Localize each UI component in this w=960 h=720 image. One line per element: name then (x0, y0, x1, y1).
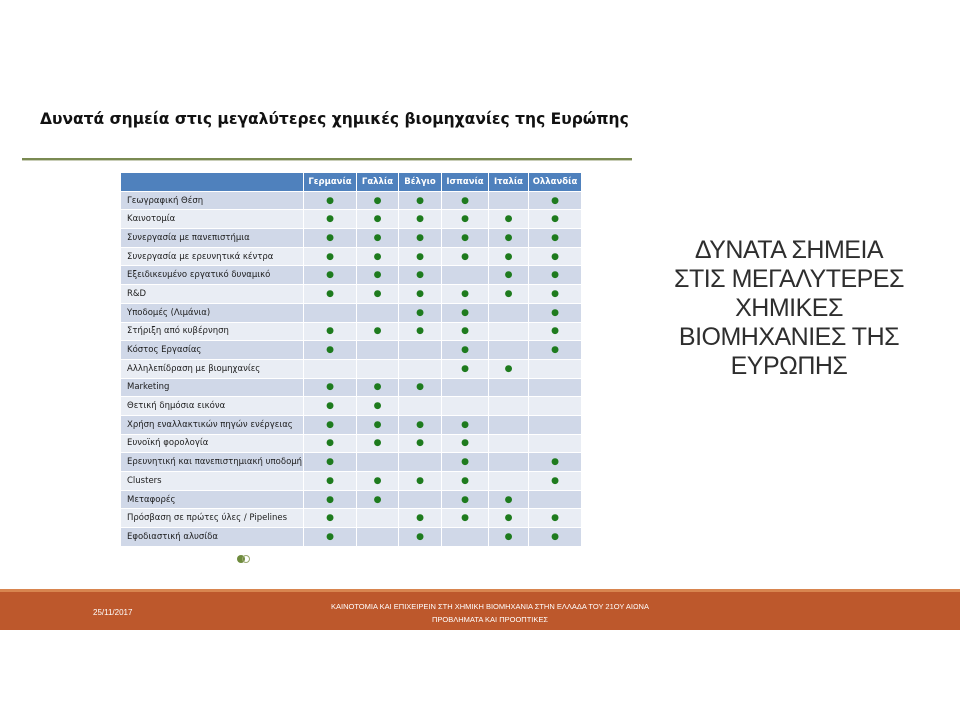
empty-cell (489, 434, 529, 453)
empty-cell (304, 303, 357, 322)
strength-dot-icon: ● (304, 472, 357, 491)
row-label: Συνεργασία με πανεπιστήμια (121, 229, 304, 248)
strength-dot-icon: ● (529, 509, 582, 528)
strength-dot-icon: ● (357, 191, 399, 210)
column-header: Βέλγιο (399, 173, 442, 192)
empty-cell (357, 453, 399, 472)
table-row (121, 359, 582, 378)
empty-cell (357, 359, 399, 378)
strength-dot-icon: ● (304, 397, 357, 416)
strength-dot-icon: ● (529, 191, 582, 210)
strength-dot-icon: ● (399, 285, 442, 304)
strength-dot-icon: ● (357, 397, 399, 416)
table-row (121, 378, 582, 397)
strength-dot-icon: ● (399, 191, 442, 210)
empty-cell (442, 378, 489, 397)
empty-cell (442, 397, 489, 416)
row-label: Κόστος Εργασίας (121, 341, 304, 360)
empty-cell (399, 341, 442, 360)
row-label: Ερευνητική και πανεπιστημιακή υποδομή (121, 453, 304, 472)
strength-dot-icon: ● (442, 509, 489, 528)
empty-cell (529, 490, 582, 509)
slide-title-line: ΣΤΙΣ ΜΕΓΑΛΥΤΕΡΕΣ (674, 265, 904, 293)
empty-cell (489, 378, 529, 397)
strength-dot-icon: ● (357, 266, 399, 285)
empty-cell (304, 359, 357, 378)
slide-title-line: ΒΙΟΜΗΧΑΝΙΕΣ ΤΗΣ (678, 323, 900, 351)
empty-cell (489, 397, 529, 416)
strength-dot-icon: ● (304, 266, 357, 285)
strength-dot-icon: ● (529, 453, 582, 472)
table-row (121, 266, 582, 285)
strength-dot-icon: ● (442, 191, 489, 210)
strength-dot-icon: ● (357, 210, 399, 229)
column-header: Ολλανδία (529, 173, 582, 192)
strengths-table (120, 172, 582, 547)
strength-dot-icon: ● (442, 285, 489, 304)
empty-cell (489, 303, 529, 322)
strength-dot-icon: ● (357, 285, 399, 304)
table-row (121, 191, 582, 210)
strength-dot-icon: ● (529, 210, 582, 229)
strength-dot-icon: ● (529, 472, 582, 491)
table-row (121, 434, 582, 453)
strength-dot-icon: ● (304, 210, 357, 229)
strength-dot-icon: ● (489, 285, 529, 304)
row-label: Εξειδικευμένο εργατικό δυναμικό (121, 266, 304, 285)
row-label: Γεωγραφική Θέση (121, 191, 304, 210)
strength-dot-icon: ● (442, 490, 489, 509)
row-label: Θετική δημόσια εικόνα (121, 397, 304, 416)
strength-dot-icon: ● (442, 229, 489, 248)
table-header-row (121, 173, 582, 192)
table-row (121, 247, 582, 266)
strength-dot-icon: ● (442, 359, 489, 378)
empty-cell (357, 509, 399, 528)
strength-dot-icon: ● (304, 434, 357, 453)
strength-dot-icon: ● (304, 509, 357, 528)
strength-dot-icon: ● (304, 229, 357, 248)
row-label: Clusters (121, 472, 304, 491)
strength-dot-icon: ● (357, 378, 399, 397)
strength-dot-icon: ● (489, 247, 529, 266)
table-row (121, 509, 582, 528)
slide-title (660, 236, 918, 381)
empty-cell (489, 453, 529, 472)
strength-dot-icon: ● (399, 303, 442, 322)
empty-cell (529, 434, 582, 453)
table-row (121, 453, 582, 472)
strength-dot-icon: ● (304, 415, 357, 434)
strength-dot-icon: ● (529, 341, 582, 360)
strength-dot-icon: ● (442, 247, 489, 266)
empty-cell (489, 341, 529, 360)
empty-cell (357, 528, 399, 547)
strength-dot-icon: ● (357, 434, 399, 453)
column-header: Ισπανία (442, 173, 489, 192)
strength-dot-icon: ● (489, 528, 529, 547)
column-header: Ιταλία (489, 173, 529, 192)
table-row (121, 490, 582, 509)
strength-dot-icon: ● (442, 453, 489, 472)
empty-cell (399, 397, 442, 416)
strength-dot-icon: ● (529, 229, 582, 248)
table-row (121, 397, 582, 416)
footer-text-line: ΠΡΟΒΛΗΜΑΤΑ ΚΑΙ ΠΡΟΟΠΤΙΚΕΣ (431, 614, 549, 624)
strength-dot-icon: ● (304, 528, 357, 547)
strength-dot-icon: ● (304, 247, 357, 266)
empty-cell (489, 322, 529, 341)
strength-dot-icon: ● (529, 247, 582, 266)
strength-dot-icon: ● (399, 509, 442, 528)
strength-dot-icon: ● (399, 247, 442, 266)
strength-dot-icon: ● (399, 472, 442, 491)
strength-dot-icon: ● (399, 434, 442, 453)
table-row (121, 415, 582, 434)
empty-cell (357, 341, 399, 360)
strength-dot-icon: ● (399, 378, 442, 397)
strength-dot-icon: ● (304, 378, 357, 397)
empty-cell (399, 453, 442, 472)
embedded-table-image (20, 96, 634, 566)
row-label: Χρήση εναλλακτικών πηγών ενέργειας (121, 415, 304, 434)
strength-dot-icon: ● (489, 359, 529, 378)
empty-cell (529, 378, 582, 397)
slide-title-line: ΧΗΜΙΚΕΣ (735, 294, 843, 322)
strength-dot-icon: ● (399, 528, 442, 547)
footer-text (300, 601, 680, 626)
strength-dot-icon: ● (442, 303, 489, 322)
strength-dot-icon: ● (529, 285, 582, 304)
footer-text-line: ΚΑΙΝΟΤΟΜΙΑ ΚΑΙ ΕΠΙΧΕΙΡΕΙΝ ΣΤΗ ΧΗΜΙΚΗ ΒΙΟΜΗΧΑΝΙΑ ΣΤΗΝ ΕΛΛΑΔΑ ΤΟΥ 21ΟΥ ΑΙΩΝΑ (331, 602, 649, 611)
table-row (121, 210, 582, 229)
row-label: Υποδομές (Λιμάνια) (121, 303, 304, 322)
strength-dot-icon: ● (357, 247, 399, 266)
table-row (121, 341, 582, 360)
header-corner-cell (121, 173, 304, 192)
empty-cell (442, 266, 489, 285)
table-row (121, 303, 582, 322)
slide-title-line: ΔΥΝΑΤΑ ΣΗΜΕΙΑ (694, 236, 884, 264)
strength-dot-icon: ● (489, 229, 529, 248)
strength-dot-icon: ● (399, 322, 442, 341)
row-label: Εφοδιαστική αλυσίδα (121, 528, 304, 547)
row-label: Μεταφορές (121, 490, 304, 509)
strength-dot-icon: ● (442, 472, 489, 491)
row-label: Καινοτομία (121, 210, 304, 229)
strength-dot-icon: ● (399, 415, 442, 434)
title-underline-shadow (22, 160, 632, 161)
row-label: R&D (121, 285, 304, 304)
table-row (121, 322, 582, 341)
strength-dot-icon: ● (489, 509, 529, 528)
strength-dot-icon: ● (357, 490, 399, 509)
column-header: Γερμανία (304, 173, 357, 192)
table-row (121, 472, 582, 491)
strength-dot-icon: ● (399, 266, 442, 285)
row-label: Στήριξη από κυβέρνηση (121, 322, 304, 341)
strength-dot-icon: ● (399, 210, 442, 229)
strength-dot-icon: ● (357, 415, 399, 434)
table-row (121, 285, 582, 304)
strength-dot-icon: ● (489, 490, 529, 509)
strength-dot-icon: ● (442, 210, 489, 229)
empty-cell (399, 490, 442, 509)
empty-cell (529, 359, 582, 378)
row-label: Πρόσβαση σε πρώτες ύλες / Pipelines (121, 509, 304, 528)
row-label: Συνεργασία με ερευνητικά κέντρα (121, 247, 304, 266)
strength-dot-icon: ● (357, 229, 399, 248)
empty-cell (489, 415, 529, 434)
strength-dot-icon: ● (489, 266, 529, 285)
strength-dot-icon: ● (357, 322, 399, 341)
row-label: Αλληλεπίδραση με βιομηχανίες (121, 359, 304, 378)
footer-bar-highlight (0, 589, 960, 592)
empty-cell (442, 528, 489, 547)
strength-dot-icon: ● (489, 210, 529, 229)
empty-cell (489, 191, 529, 210)
slide-title-line: ΕΥΡΩΠΗΣ (730, 352, 848, 380)
strength-dot-icon: ● (399, 229, 442, 248)
row-label: Ευνοϊκή φορολογία (121, 434, 304, 453)
strength-dot-icon: ● (529, 303, 582, 322)
empty-cell (529, 415, 582, 434)
strength-dot-icon: ● (304, 490, 357, 509)
strength-dot-icon: ● (529, 266, 582, 285)
empty-cell (357, 303, 399, 322)
strength-dot-icon: ● (304, 453, 357, 472)
strength-dot-icon: ● (529, 528, 582, 547)
strength-dot-icon: ● (442, 434, 489, 453)
embedded-title: Δυνατά σημεία στις μεγαλύτερες χημικές βιομηχανίες της Ευρώπης (40, 110, 629, 128)
table-row (121, 229, 582, 248)
footer-date: 25/11/2017 (93, 608, 133, 617)
table-body (121, 191, 582, 546)
table-row (121, 528, 582, 547)
strength-dot-icon: ● (304, 322, 357, 341)
strength-dot-icon: ● (442, 341, 489, 360)
strength-dot-icon: ● (357, 472, 399, 491)
row-label: Marketing (121, 378, 304, 397)
column-header: Γαλλία (357, 173, 399, 192)
strength-dot-icon: ● (304, 285, 357, 304)
strength-dot-icon: ● (442, 415, 489, 434)
logo-icon (236, 554, 250, 564)
strength-dot-icon: ● (304, 191, 357, 210)
strength-dot-icon: ● (304, 341, 357, 360)
empty-cell (399, 359, 442, 378)
strength-dot-icon: ● (529, 322, 582, 341)
strength-dot-icon: ● (442, 322, 489, 341)
empty-cell (529, 397, 582, 416)
empty-cell (489, 472, 529, 491)
